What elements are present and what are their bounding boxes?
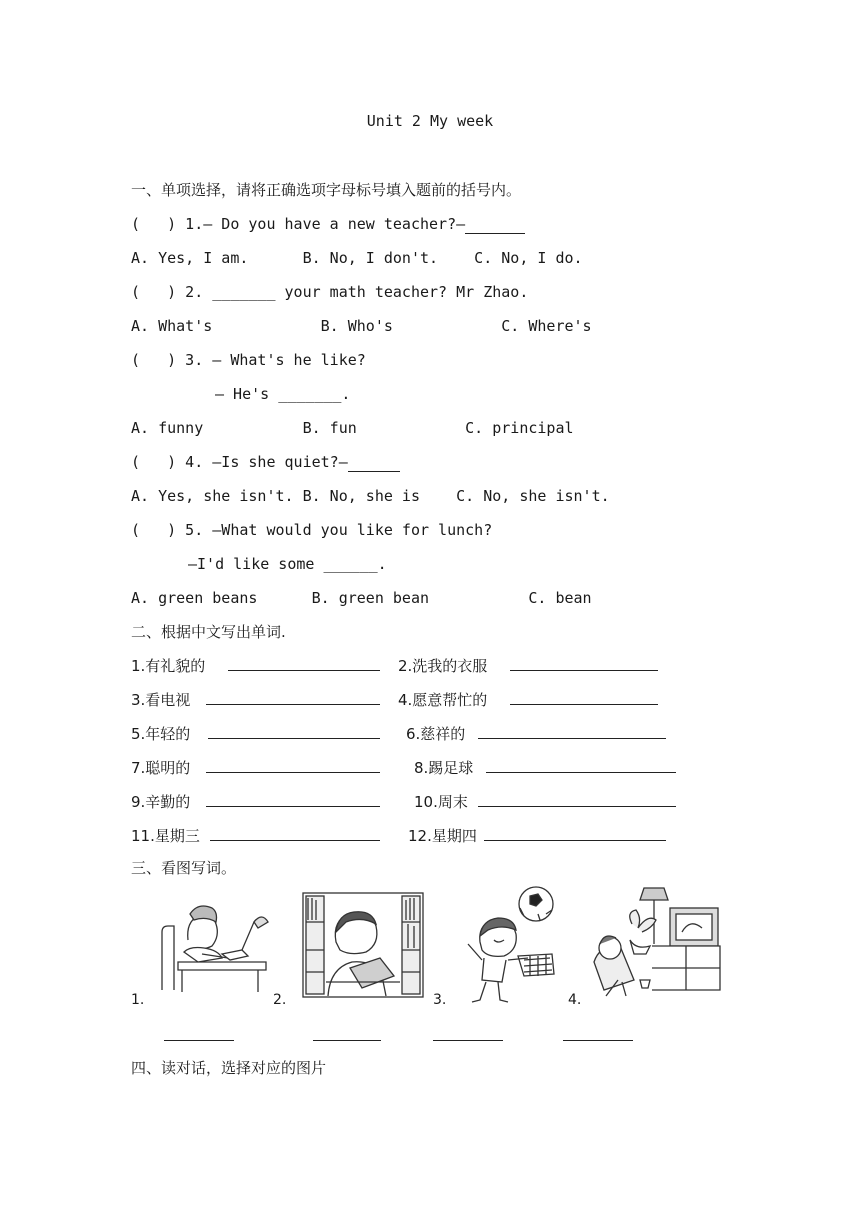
answer-line — [206, 704, 380, 705]
answer-line — [510, 704, 658, 705]
section4-heading: 四、读对话，选择对应的图片 — [131, 1059, 327, 1077]
answer-blank — [348, 455, 400, 472]
question-3-options: A. funny B. fun C. principal — [131, 419, 574, 437]
worksheet-title: Unit 2 My week — [366, 112, 494, 130]
question-5-options: A. green beans B. green bean C. bean — [131, 589, 592, 607]
picture-label-1: 1. — [131, 992, 145, 1008]
answer-line — [208, 738, 380, 739]
section2-heading: 二、根据中文写出单词. — [131, 623, 286, 641]
question-1-text: ( ) 1.— Do you have a new teacher?— — [131, 215, 466, 233]
answer-blank — [465, 217, 525, 234]
word-item-12: 12.星期四 — [408, 827, 477, 845]
word-item-3: 3.看电视 — [131, 691, 191, 709]
question-1 — [131, 214, 525, 234]
answer-line — [478, 806, 676, 807]
question-5-response: —I'd like some ______. — [188, 555, 387, 573]
picture-answer-line — [164, 1040, 234, 1041]
question-3-response: — He's _______. — [215, 385, 351, 403]
answer-line — [486, 772, 676, 773]
answer-line — [484, 840, 666, 841]
question-2-options: A. What's B. Who's C. Where's — [131, 317, 592, 335]
answer-line — [210, 840, 380, 841]
word-item-5: 5.年轻的 — [131, 725, 191, 743]
word-item-8: 8.踢足球 — [414, 759, 474, 777]
answer-line — [478, 738, 666, 739]
boy-reading-picture — [302, 892, 424, 1002]
question-4-text: ( ) 4. —Is she quiet?— — [131, 453, 348, 471]
picture-label-3: 3. — [433, 992, 447, 1008]
section1-heading: 一、单项选择，请将正确选项字母标号填入题前的括号内。 — [131, 181, 522, 199]
picture-answer-line — [313, 1040, 381, 1041]
picture-answer-line — [563, 1040, 633, 1041]
word-item-11: 11.星期三 — [131, 827, 200, 845]
word-item-1: 1.有礼貌的 — [131, 657, 206, 675]
answer-line — [206, 806, 380, 807]
answer-line — [510, 670, 658, 671]
answer-line — [228, 670, 380, 671]
word-item-4: 4.愿意帮忙的 — [398, 691, 488, 709]
child-tv-picture — [586, 884, 722, 1000]
question-3: ( ) 3. — What's he like? — [131, 351, 366, 369]
question-2: ( ) 2. _______ your math teacher? Mr Zhao. — [131, 283, 529, 301]
word-item-7: 7.聪明的 — [131, 759, 191, 777]
answer-line — [206, 772, 380, 773]
word-item-10: 10.周末 — [414, 793, 468, 811]
word-item-6: 6.慈祥的 — [406, 725, 466, 743]
question-5: ( ) 5. —What would you like for lunch? — [131, 521, 493, 539]
question-4 — [131, 452, 400, 472]
picture-label-4: 4. — [568, 992, 582, 1008]
student-studying-picture — [158, 892, 270, 998]
section3-heading: 三、看图写词。 — [131, 859, 237, 877]
question-4-options: A. Yes, she isn't. B. No, she is C. No, she isn't. — [131, 487, 610, 505]
picture-label-2: 2. — [273, 992, 287, 1008]
word-item-9: 9.辛勤的 — [131, 793, 191, 811]
boy-soccer-picture — [458, 884, 558, 1006]
picture-answer-line — [433, 1040, 503, 1041]
question-1-options: A. Yes, I am. B. No, I don't. C. No, I do. — [131, 249, 583, 267]
word-item-2: 2.洗我的衣服 — [398, 657, 488, 675]
